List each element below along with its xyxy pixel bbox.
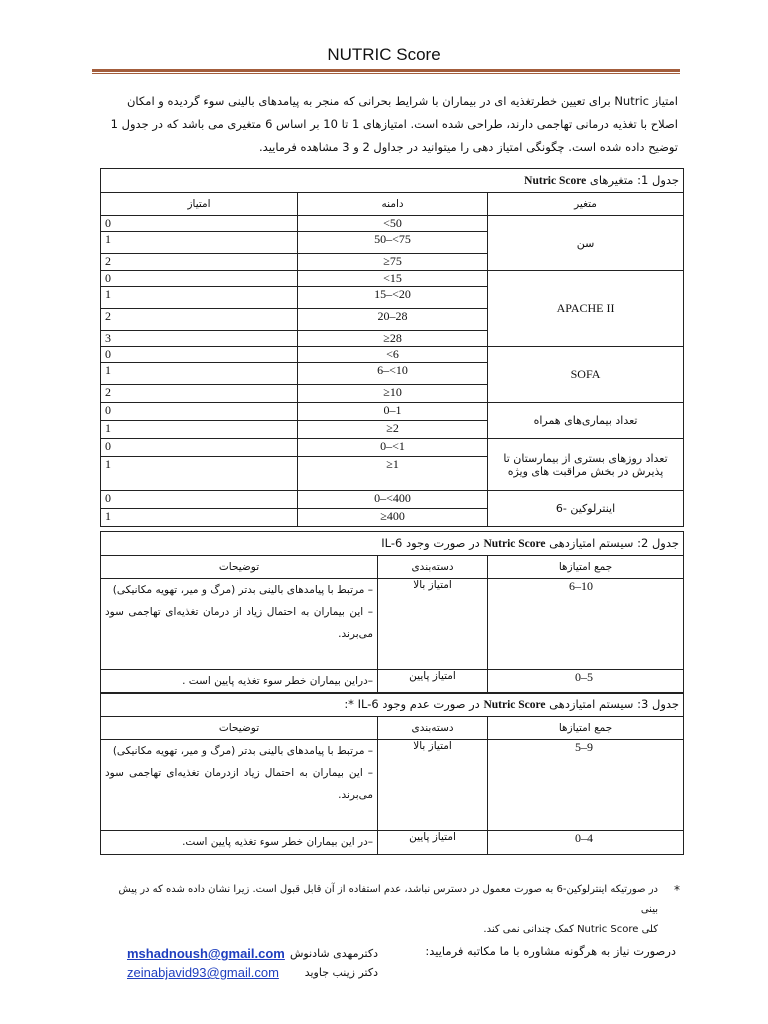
score-cell: 1	[101, 287, 298, 309]
score-cell: 0	[101, 347, 298, 363]
score-cell: 0	[101, 439, 298, 457]
score-cell: 0	[101, 403, 298, 421]
header-total: جمع امتیازها	[488, 717, 684, 740]
range-cell: <50	[298, 216, 488, 232]
table-row	[101, 831, 684, 855]
range-cell: 0–1	[298, 403, 488, 421]
total-cell: 0–5	[488, 670, 684, 694]
intro-paragraph	[108, 90, 678, 159]
table1-body	[101, 216, 684, 527]
range-cell: <15	[298, 271, 488, 287]
range-cell: 6–<10	[298, 363, 488, 385]
table-row	[101, 439, 684, 457]
intro-line: امتیاز Nutric برای تعیین خطرتغذیه ای در بیماران با شرایط بحرانی که منجر به پیامدهای بالینی سوء گردیده و امکان	[126, 94, 678, 108]
table-row	[101, 216, 684, 232]
total-cell: 5–9	[488, 740, 684, 831]
table2-caption: جدول 2: سیستم امتیازدهی Nutric Score در صورت وجود IL-6	[101, 532, 684, 556]
score-cell: 0	[101, 216, 298, 232]
category-cell: امتیاز بالا	[378, 740, 488, 831]
score-cell: 0	[101, 491, 298, 509]
table1-caption: جدول 1: متغیرهای Nutric Score	[101, 169, 684, 193]
footnote	[100, 880, 680, 940]
nutric-variables-table	[100, 168, 684, 527]
header-category: دسته‌بندی	[378, 717, 488, 740]
description-cell: –دراین بیماران خطر سوء تغذیه پایین است .	[101, 670, 378, 694]
range-cell: 0–<1	[298, 439, 488, 457]
table-row	[101, 491, 684, 509]
score-cell: 1	[101, 509, 298, 527]
scoring-table-without-il6	[100, 692, 684, 855]
range-cell: ≥1	[298, 457, 488, 491]
category-cell: امتیاز بالا	[378, 579, 488, 670]
description-cell: – مرتبط با پیامدهای بالینی بدتر (مرگ و میر، تهویه مکانیکی) – این بیماران به احتمال زیاد ازدرمان تغذیه‌ای تهاجمی سود می‌برند.	[101, 740, 378, 831]
footnote-line: کلی Nutric Score کمک چندانی نمی کند.	[483, 924, 658, 935]
score-cell: 1	[101, 457, 298, 491]
table-row	[101, 670, 684, 694]
table-row	[101, 271, 684, 287]
range-cell: ≥75	[298, 254, 488, 271]
page-title: NUTRIC Score	[327, 45, 441, 64]
score-cell: 2	[101, 254, 298, 271]
footnote-marker: *	[674, 883, 680, 897]
variable-cell: SOFA	[488, 347, 684, 403]
table-row	[101, 579, 684, 670]
title-rule	[92, 69, 680, 72]
header-score: امتیاز	[101, 193, 298, 216]
variable-cell: سن	[488, 216, 684, 271]
range-cell: <6	[298, 347, 488, 363]
score-cell: 2	[101, 309, 298, 331]
header-range: دامنه	[298, 193, 488, 216]
table-row	[101, 740, 684, 831]
scoring-table-with-il6	[100, 531, 684, 694]
header-total: جمع امتیازها	[488, 556, 684, 579]
description-cell: –در این بیماران خطر سوء تغذیه پایین است.	[101, 831, 378, 855]
total-cell: 6–10	[488, 579, 684, 670]
variable-cell: تعداد بیماری‌های همراه	[488, 403, 684, 439]
range-cell: 20–28	[298, 309, 488, 331]
email-link[interactable]: zeinabjavid93@gmail.com	[127, 965, 279, 980]
table-row	[101, 403, 684, 421]
score-cell: 1	[101, 421, 298, 439]
score-cell: 0	[101, 271, 298, 287]
range-cell: ≥28	[298, 331, 488, 347]
score-cell: 3	[101, 331, 298, 347]
author-name: دکترمهدی شادنوش	[290, 947, 379, 960]
description-cell: – مرتبط با پیامدهای بالینی بدتر (مرگ و میر، تهویه مکانیکی) – این بیماران به احتمال زیاد از درمان تغذیه‌ای تهاجمی سود می‌برند.	[101, 579, 378, 670]
score-cell: 1	[101, 363, 298, 385]
range-cell: ≥400	[298, 509, 488, 527]
variable-cell: APACHE II	[488, 271, 684, 347]
variable-cell: تعداد روزهای بستری از بیمارستان تا پذیرش در بخش مراقبت های ویژه	[488, 439, 684, 491]
header-variable: متغیر	[488, 193, 684, 216]
intro-line: اصلاح با تغذیه درمانی تهاجمی دارند، طراحی شده است. امتیازهای 1 تا 10 بر اساس 6 متغیری می باشد که در جدول 1	[110, 117, 678, 131]
header-description: توضیحات	[101, 556, 378, 579]
contact-prompt: درصورت نیاز به هرگونه مشاوره با ما مکاتبه فرمایید:	[425, 944, 676, 958]
footnote-line: در صورتیکه اینترلوکین-6 به صورت معمول در دسترس نباشد، عدم استفاده از آن قابل قبول است. زیرا نشان داده شده که در پیش بینی	[118, 884, 658, 915]
range-cell: 50–<75	[298, 232, 488, 254]
variable-cell: اینترلوکین -6	[488, 491, 684, 527]
range-cell: 0–<400	[298, 491, 488, 509]
category-cell: امتیاز پایین	[378, 831, 488, 855]
contact-emails	[127, 944, 285, 982]
score-cell: 1	[101, 232, 298, 254]
title-rule-thin	[92, 73, 680, 74]
range-cell: ≥10	[298, 385, 488, 403]
score-cell: 2	[101, 385, 298, 403]
author-name: دکتر زینب جاوید	[304, 966, 379, 979]
category-cell: امتیاز پایین	[378, 670, 488, 694]
table3-caption: جدول 3: سیستم امتیازدهی Nutric Score در صورت عدم وجود IL-6 *:	[101, 693, 684, 717]
author-names	[290, 944, 378, 982]
total-cell: 0–4	[488, 831, 684, 855]
range-cell: 15–<20	[298, 287, 488, 309]
header-category: دسته‌بندی	[378, 556, 488, 579]
email-link[interactable]: mshadnoush@gmail.com	[127, 946, 285, 961]
intro-line: توضیح داده شده است. چگونگی امتیاز دهی را میتوانید در جداول 2 و 3 مشاهده فرمایید.	[259, 140, 678, 154]
header-description: توضیحات	[101, 717, 378, 740]
table-row	[101, 347, 684, 363]
range-cell: ≥2	[298, 421, 488, 439]
